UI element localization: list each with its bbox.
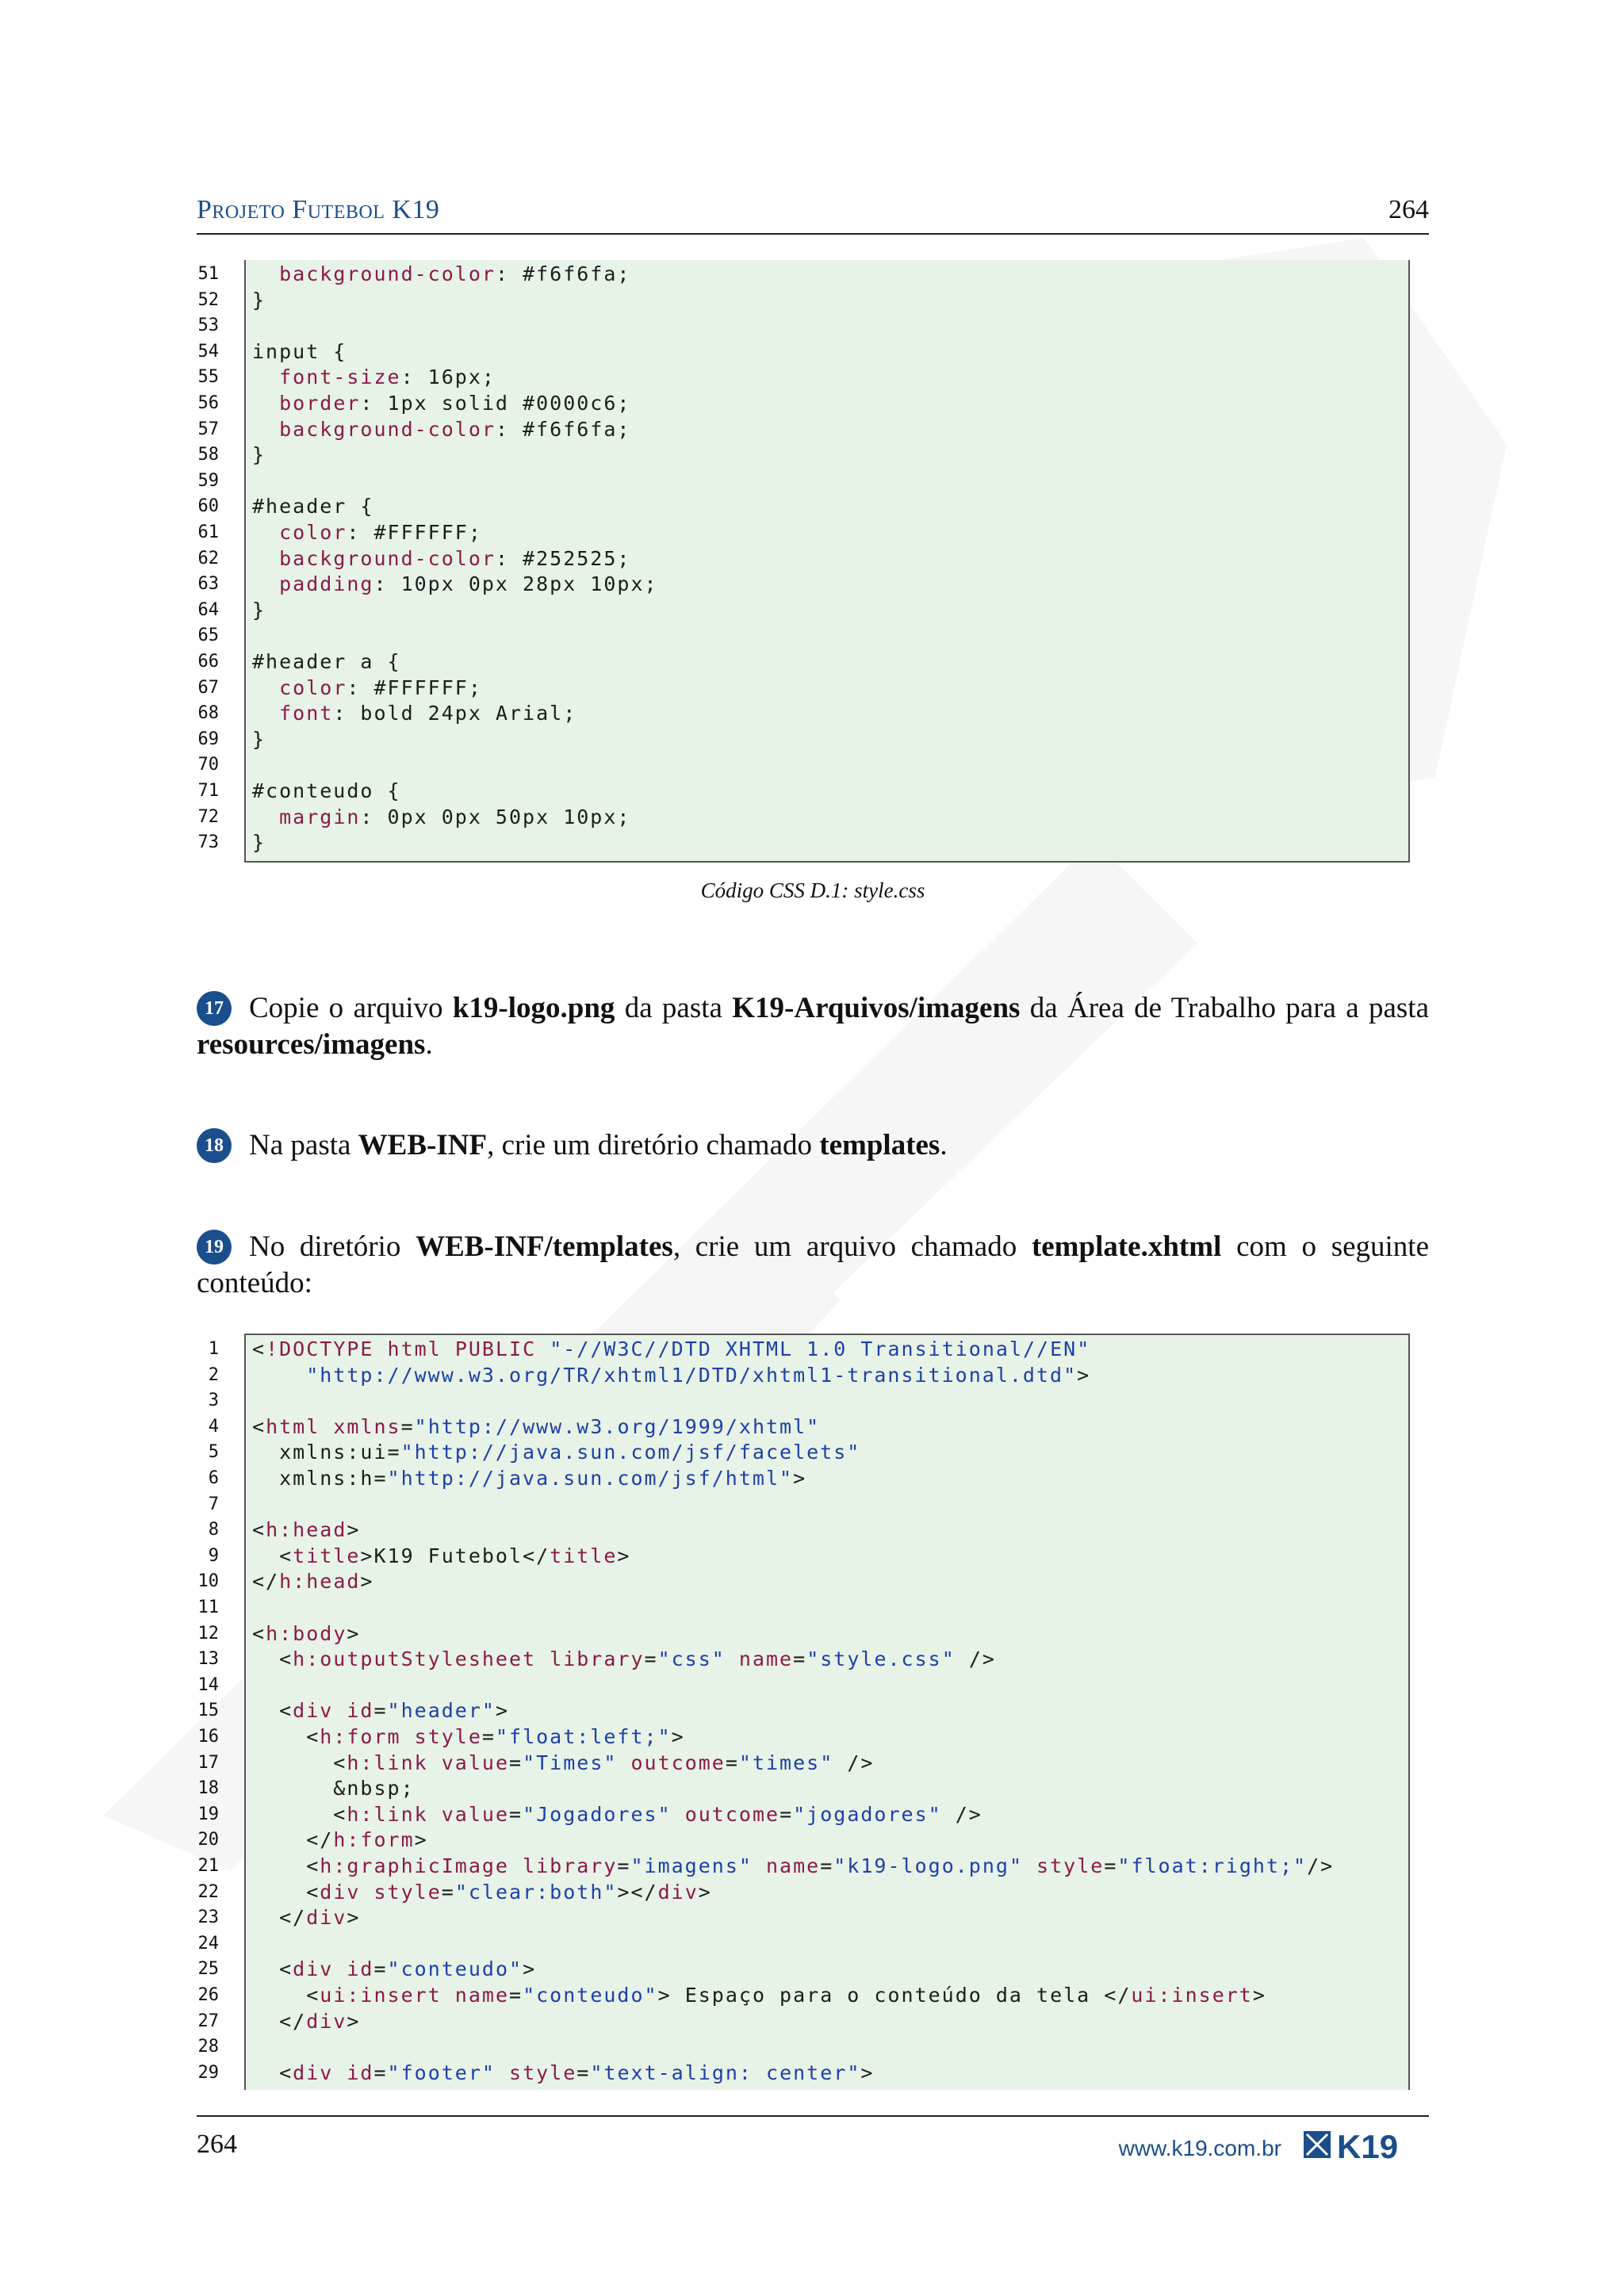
footer-page-number: 264 [197, 2130, 237, 2159]
line-number: 51 [197, 264, 219, 284]
step-text: . [940, 1129, 948, 1161]
svg-text:K19: K19 [1337, 2128, 1399, 2163]
line-number: 22 [197, 1881, 219, 1902]
code-text: } [252, 727, 266, 751]
line-number: 5 [208, 1442, 219, 1463]
line-number: 18 [197, 1778, 219, 1799]
code-text: color: #FFFFFF; [279, 675, 482, 699]
code-text: &nbsp; [252, 1777, 415, 1800]
line-number: 4 [208, 1416, 219, 1437]
line-number: 23 [197, 1908, 219, 1928]
step-text: Na pasta [249, 1129, 358, 1161]
code-text: font: bold 24px Arial; [279, 702, 577, 725]
bold-term: WEB-INF [358, 1129, 488, 1161]
line-number: 20 [197, 1830, 219, 1850]
code-text: padding: 10px 0px 28px 10px; [279, 572, 658, 596]
k19-logo [1302, 2126, 1429, 2163]
bold-term: resources/imagens [197, 1028, 426, 1061]
step-text: da pasta [615, 992, 733, 1024]
code-text: <h:link value="Times" outcome="times" /> [252, 1751, 875, 1774]
step-text: , crie um diretório chamado [487, 1129, 820, 1161]
header-page-number: 264 [1388, 195, 1429, 224]
line-number: 65 [197, 626, 219, 646]
code-text: #conteudo { [252, 779, 401, 802]
code-text: background-color: #f6f6fa; [279, 417, 631, 441]
step-number-badge: 18 [197, 1128, 232, 1163]
line-number: 59 [197, 470, 219, 491]
code-caption: Código CSS D.1: style.css [700, 878, 925, 902]
code-text: <h:form style="float:left;"> [252, 1725, 685, 1748]
code-text: <h:outputStylesheet library="css" name="style.css" /> [252, 1647, 996, 1671]
step-18 [197, 1127, 1429, 1164]
code-text: background-color: #f6f6fa; [279, 262, 631, 285]
line-number: 12 [197, 1623, 219, 1644]
line-number: 29 [197, 2062, 219, 2083]
line-number: 60 [197, 496, 219, 517]
line-number: 10 [197, 1571, 219, 1592]
bold-term: templates [819, 1129, 940, 1161]
line-number: 62 [197, 548, 219, 568]
line-number: 25 [197, 1959, 219, 1980]
bold-term: K19-Arquivos/imagens [732, 992, 1021, 1024]
code-text: color: #FFFFFF; [279, 521, 482, 544]
code-text: <h:body> [252, 1621, 361, 1645]
step-text: No diretório [249, 1230, 416, 1263]
code-text: <h:head> [252, 1518, 361, 1542]
footer-url-link[interactable]: www.k19.com.br [1118, 2136, 1281, 2160]
code-text: <div id="header"> [252, 1699, 510, 1723]
step-text: da Área de Trabalho para a pasta [1020, 992, 1430, 1024]
line-number: 67 [197, 677, 219, 698]
code-text: xmlns:h="http://java.sun.com/jsf/html"> [252, 1467, 807, 1490]
line-number: 61 [197, 522, 219, 542]
code-text: <div id="conteudo"> [252, 1957, 537, 1981]
line-number: 70 [197, 755, 219, 775]
code-text: xmlns:ui="http://java.sun.com/jsf/facelets" [252, 1441, 861, 1464]
line-number: 71 [197, 781, 219, 801]
code-text: <title>K19 Futebol</title> [252, 1544, 631, 1567]
code-text: } [252, 288, 266, 312]
line-number: 55 [197, 367, 219, 388]
step-text: , crie um arquivo chamado [672, 1230, 1032, 1263]
line-number: 26 [197, 1985, 219, 2005]
line-number: 2 [208, 1364, 219, 1385]
css-code-block [197, 262, 1410, 861]
code-text: <h:graphicImage library="imagens" name="k19-logo.png" style="float:right;"/> [252, 1854, 1335, 1877]
code-text: } [252, 598, 266, 622]
line-number: 15 [197, 1701, 219, 1721]
code-text: } [252, 443, 266, 467]
running-title: Projeto Futebol K19 [197, 195, 440, 224]
line-number: 63 [197, 574, 219, 595]
line-number: 53 [197, 316, 219, 336]
line-number: 54 [197, 341, 219, 362]
code-text: <div id="footer" style="text-align: center"> [252, 2061, 875, 2084]
line-number: 1 [208, 1339, 219, 1359]
code-text: <html xmlns="http://www.w3.org/1999/xhtml" [252, 1414, 821, 1438]
page-header [197, 195, 1429, 235]
bold-term: template.xhtml [1031, 1230, 1222, 1263]
line-number: 27 [197, 2011, 219, 2031]
line-number: 58 [197, 445, 219, 465]
line-number: 66 [197, 652, 219, 672]
code-text: #header { [252, 495, 374, 519]
code-text: <!DOCTYPE html PUBLIC "-//W3C//DTD XHTML 1.0 Transitional//EN" [252, 1337, 1091, 1360]
line-number: 9 [208, 1545, 219, 1566]
code-text: <div style="clear:both"></div> [252, 1880, 712, 1904]
code-text: margin: 0px 0px 50px 10px; [279, 805, 631, 828]
line-number: 8 [208, 1520, 219, 1540]
code-text: } [252, 831, 266, 855]
line-number: 68 [197, 703, 219, 724]
line-number: 64 [197, 599, 219, 620]
code-text: background-color: #252525; [279, 546, 631, 570]
line-number: 11 [197, 1598, 219, 1617]
line-number: 24 [197, 1933, 219, 1954]
code-text: </div> [252, 1906, 361, 1930]
xhtml-code-block [197, 1334, 1410, 2087]
step-number-badge: 19 [197, 1230, 232, 1265]
line-number: 7 [208, 1494, 219, 1514]
code-text: <ui:insert name="conteudo"> Espaço para o conteúdo da tela </ui:insert> [252, 1984, 1266, 2007]
line-number: 21 [197, 1856, 219, 1876]
line-number: 28 [197, 2037, 219, 2057]
step-19 [197, 1229, 1429, 1302]
step-number-badge: 17 [197, 991, 232, 1026]
line-number: 13 [197, 1649, 219, 1670]
step-text: . [425, 1028, 433, 1061]
code-text: </h:form> [252, 1828, 428, 1852]
code-text: font-size: 16px; [279, 365, 496, 389]
code-text: input { [252, 339, 347, 363]
code-text: </div> [252, 2009, 361, 2033]
line-number: 3 [208, 1391, 219, 1411]
step-text: Copie o arquivo [249, 992, 453, 1024]
line-number: 57 [197, 419, 219, 439]
bold-term: WEB-INF/templates [416, 1230, 673, 1263]
page-footer [197, 2115, 1429, 2180]
step-17 [197, 990, 1429, 1063]
code-text: <h:link value="Jogadores" outcome="jogadores" /> [252, 1802, 982, 1826]
line-number: 73 [197, 832, 219, 853]
step-text: com o seguinte conteúdo: [197, 1230, 1430, 1299]
code-text: </h:head> [252, 1570, 374, 1594]
code-text: #header a { [252, 650, 401, 673]
code-text: "http://www.w3.org/TR/xhtml1/DTD/xhtml1-transitional.dtd"> [306, 1363, 1091, 1387]
line-number: 56 [197, 393, 219, 413]
bold-term: k19-logo.png [452, 992, 615, 1024]
line-number: 19 [197, 1804, 219, 1824]
line-number: 17 [197, 1752, 219, 1773]
line-number: 52 [197, 289, 219, 310]
line-number: 16 [197, 1727, 219, 1747]
line-number: 72 [197, 806, 219, 827]
line-number: 6 [208, 1468, 219, 1488]
code-text: border: 1px solid #0000c6; [279, 392, 631, 415]
line-number: 69 [197, 729, 219, 749]
line-number: 14 [197, 1674, 219, 1695]
